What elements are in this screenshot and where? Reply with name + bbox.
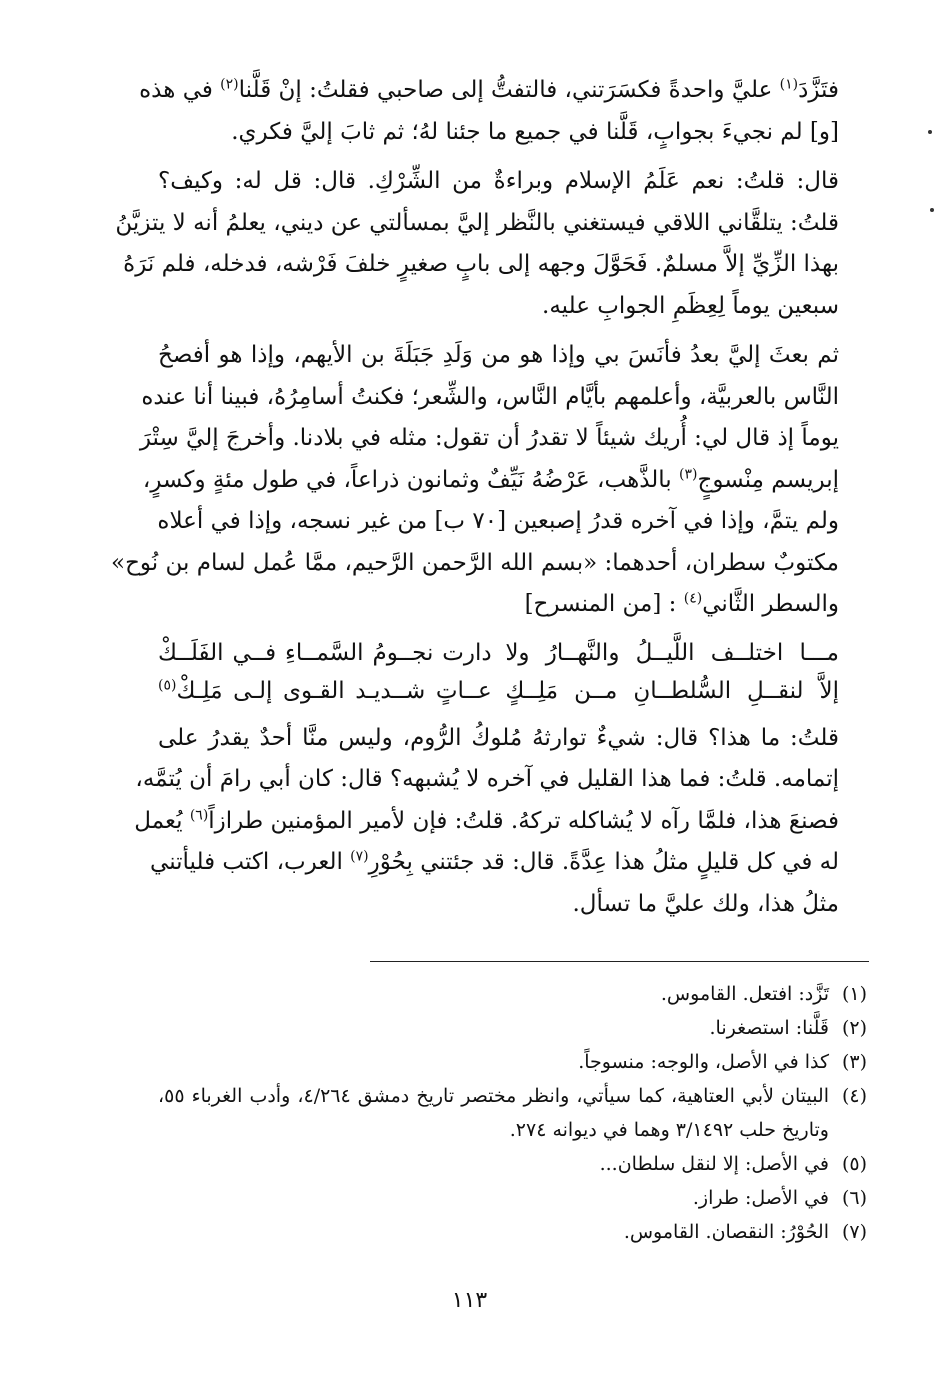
text-line: إتمامه. قلتُ: فما هذا القليل في آخره لا يُشبهه؟ قال: كان أبي رامَ أن يُتمَّه، bbox=[135, 766, 839, 792]
text-line: مكتوبٌ سطران، أحدهما: «بسم الله الرَّحمن الرَّحيم، ممَّا عُمل لسام بن نُوح» bbox=[111, 549, 839, 576]
text-line: قلتُ: ما هذا؟ قال: شيءٌ توارثهُ مُلوكُ الرُّوم، وليس منَّا أحدٌ يقدرُ على bbox=[158, 724, 839, 751]
verse-first-hemistich: مـــا اختلــف اللَّيــلُ والنَّهــارُ ولا bbox=[505, 639, 839, 666]
text-line: مثلُ هذا، ولك عليَّ ما تسأل. bbox=[572, 890, 839, 917]
footnote-text: في الأصل: طراز. bbox=[692, 1187, 829, 1209]
footnote-marker-3[interactable]: (٣) bbox=[679, 465, 698, 482]
scan-speck bbox=[928, 130, 932, 134]
page-number: ١١٣ bbox=[451, 1288, 488, 1313]
footnote-text: كذا في الأصل، والوجه: منسوجاً. bbox=[578, 1051, 829, 1073]
line-segment: في هذه bbox=[139, 77, 213, 103]
footnotes bbox=[158, 977, 867, 1249]
verse-line-1 bbox=[158, 634, 839, 672]
paragraph-2 bbox=[115, 161, 839, 327]
line-segment: عليَّ واحدةً فكسَرَتني، فالتفتُّ إلى صاحبي فقلتُ: إنْ قَلَّنا bbox=[238, 77, 773, 103]
footnote-number: (٣) bbox=[841, 1051, 867, 1073]
text-line bbox=[139, 70, 839, 112]
footnote-3 bbox=[158, 1045, 867, 1079]
text-line: النَّاس بالعربيَّة، وأعلمهم بأيَّام النَّاس، والشِّعر؛ فكنتُ أسامِرُهُ، فبينا أنا عنده bbox=[141, 383, 839, 410]
text-line: قلتُ: يتلقَّاني اللاقي فيستغني بالنَّظر إليَّ بمسألتي عن ديني، يعلمُ أنه لا يتزيَّنُ bbox=[115, 209, 839, 236]
footnote-marker-5[interactable]: (٥) bbox=[158, 676, 177, 693]
text-line bbox=[134, 801, 839, 843]
line-segment: والسطر الثَّاني bbox=[702, 591, 839, 617]
footnote-2 bbox=[158, 1011, 867, 1045]
main-text bbox=[111, 70, 839, 933]
footnote-marker-4[interactable]: (٤) bbox=[683, 590, 703, 607]
text-line: ولم يتمَّ، وإذا في آخره قدرُ إصبعين [٧٠ ب] من غير نسجه، وإذا في أعلاه bbox=[157, 508, 839, 534]
text-line bbox=[158, 584, 839, 626]
footnote-number: (٥) bbox=[841, 1153, 867, 1175]
paragraph-3 bbox=[111, 335, 839, 626]
line-segment: له في كل قليلٍ مثلُ هذا عِدَّةً. قال: قد جئتني بِحُوْرِ bbox=[368, 849, 839, 875]
line-segment: عــاتٍ شــديـد القـوى إلـى مَلِـكْ bbox=[176, 677, 492, 704]
footnote-number: (٢) bbox=[841, 1017, 867, 1039]
line-segment: بالذَّهب، عَرْضُهُ نَيِّفٌ وثمانون ذراعاً، في طول مئةٍ وكسرٍ، bbox=[142, 466, 672, 493]
footnote-7 bbox=[158, 1215, 867, 1249]
footnote-marker-1[interactable]: (١) bbox=[779, 76, 799, 93]
footnote-text: الحُوْرُ: النقصان. القاموس. bbox=[623, 1221, 829, 1243]
line-segment: يُعمل bbox=[134, 807, 183, 834]
footnote-6 bbox=[158, 1181, 867, 1215]
paragraph-1 bbox=[139, 70, 839, 153]
footnote-marker-7[interactable]: (٧) bbox=[350, 848, 369, 865]
footnote-number: (٦) bbox=[841, 1187, 867, 1209]
line-segment: فتَزَّدَ bbox=[798, 77, 839, 103]
footnote-number: (١) bbox=[841, 983, 867, 1005]
text-line bbox=[150, 842, 839, 884]
footnote-text: قَلَّنا: استصغرنا. bbox=[709, 1017, 829, 1039]
footnote-number: (٧) bbox=[841, 1221, 867, 1243]
footnote-4 bbox=[158, 1079, 867, 1147]
footnote-text: في الأصل: إلا لنقل سلطان... bbox=[599, 1153, 829, 1175]
footnote-5 bbox=[158, 1147, 867, 1181]
scan-speck bbox=[930, 208, 934, 212]
footnote-text: تَزَّد: افتعل. القاموس. bbox=[660, 983, 829, 1005]
line-segment: إبريسم مِنْسوجٍ bbox=[697, 466, 839, 493]
text-line: يوماً إذ قال لي: أُريك شيئاً لا تقدرُ أن تقول: مثله في بلادنا. وأخرجَ إليَّ سِتْرَ bbox=[139, 425, 839, 451]
footnote-number: (٤) bbox=[841, 1085, 867, 1107]
line-segment: : [من المنسرح] bbox=[524, 591, 677, 617]
text-line: [و] لم نجيءَ بجوابٍ، قَلَّنا في جميع ما جئنا لهُ؛ ثم ثابَ إليَّ فكري. bbox=[231, 118, 839, 145]
text-line: ثم بعثَ إليَّ بعدُ فأنَسَ بي وإذا هو من وَلَدِ جَبَلَةَ بن الأيهم، وإذا هو أفصحُ bbox=[158, 342, 839, 368]
footnote-1 bbox=[158, 977, 867, 1011]
verse-second-hemistich bbox=[158, 672, 492, 710]
verse-first-hemistich: إلاَّ لنقــلِ السُّلطــانِ مــن مَلِــكٍ bbox=[505, 677, 839, 704]
line-segment: العرب، اكتب فليأتني bbox=[150, 849, 343, 875]
verse-second-hemistich: دارت نجــومُ السَّمــاءِ فــي الفَلَــكْ bbox=[158, 639, 492, 666]
footnote-separator bbox=[370, 961, 869, 962]
text-line: سبعين يوماً لِعِظَمِ الجوابِ عليه. bbox=[542, 292, 839, 319]
footnote-text: البيتان لأبي العتاهية، كما سيأتي، وانظر مختصر تاريخ دمشق ٤/٢٦٤، وأدب الغرباء ٥٥، وتاريخ حلب ٣/١٤٩٢ وهما في ديوانه ٢٧٤. bbox=[158, 1085, 829, 1141]
footnote-marker-6[interactable]: (٦) bbox=[189, 806, 209, 823]
text-line: قال: قلتُ: نعم عَلَمُ الإسلام وبراءةٌ من الشِّرْكِ. قال: قل له: وكيف؟ bbox=[158, 168, 839, 194]
line-segment: فصنعَ هذا، فلمَّا رآه لا يُشاكله تركهُ. قلتُ: فإن لأمير المؤمنين طرازاً bbox=[208, 807, 839, 834]
text-line bbox=[142, 460, 839, 502]
footnote-marker-2[interactable]: (٢) bbox=[220, 76, 239, 93]
text-line: بهذا الزِّيِّ إلاَّ مسلمٌ. فَحَوَّلَ وجهه إلى بابٍ صغيرٍ خلفَ فَرْشه، فدخله، فلم نَرَهُ bbox=[123, 251, 839, 277]
verse-line-2 bbox=[158, 672, 839, 710]
poem-verses bbox=[158, 634, 839, 710]
paragraph-4 bbox=[134, 718, 839, 926]
